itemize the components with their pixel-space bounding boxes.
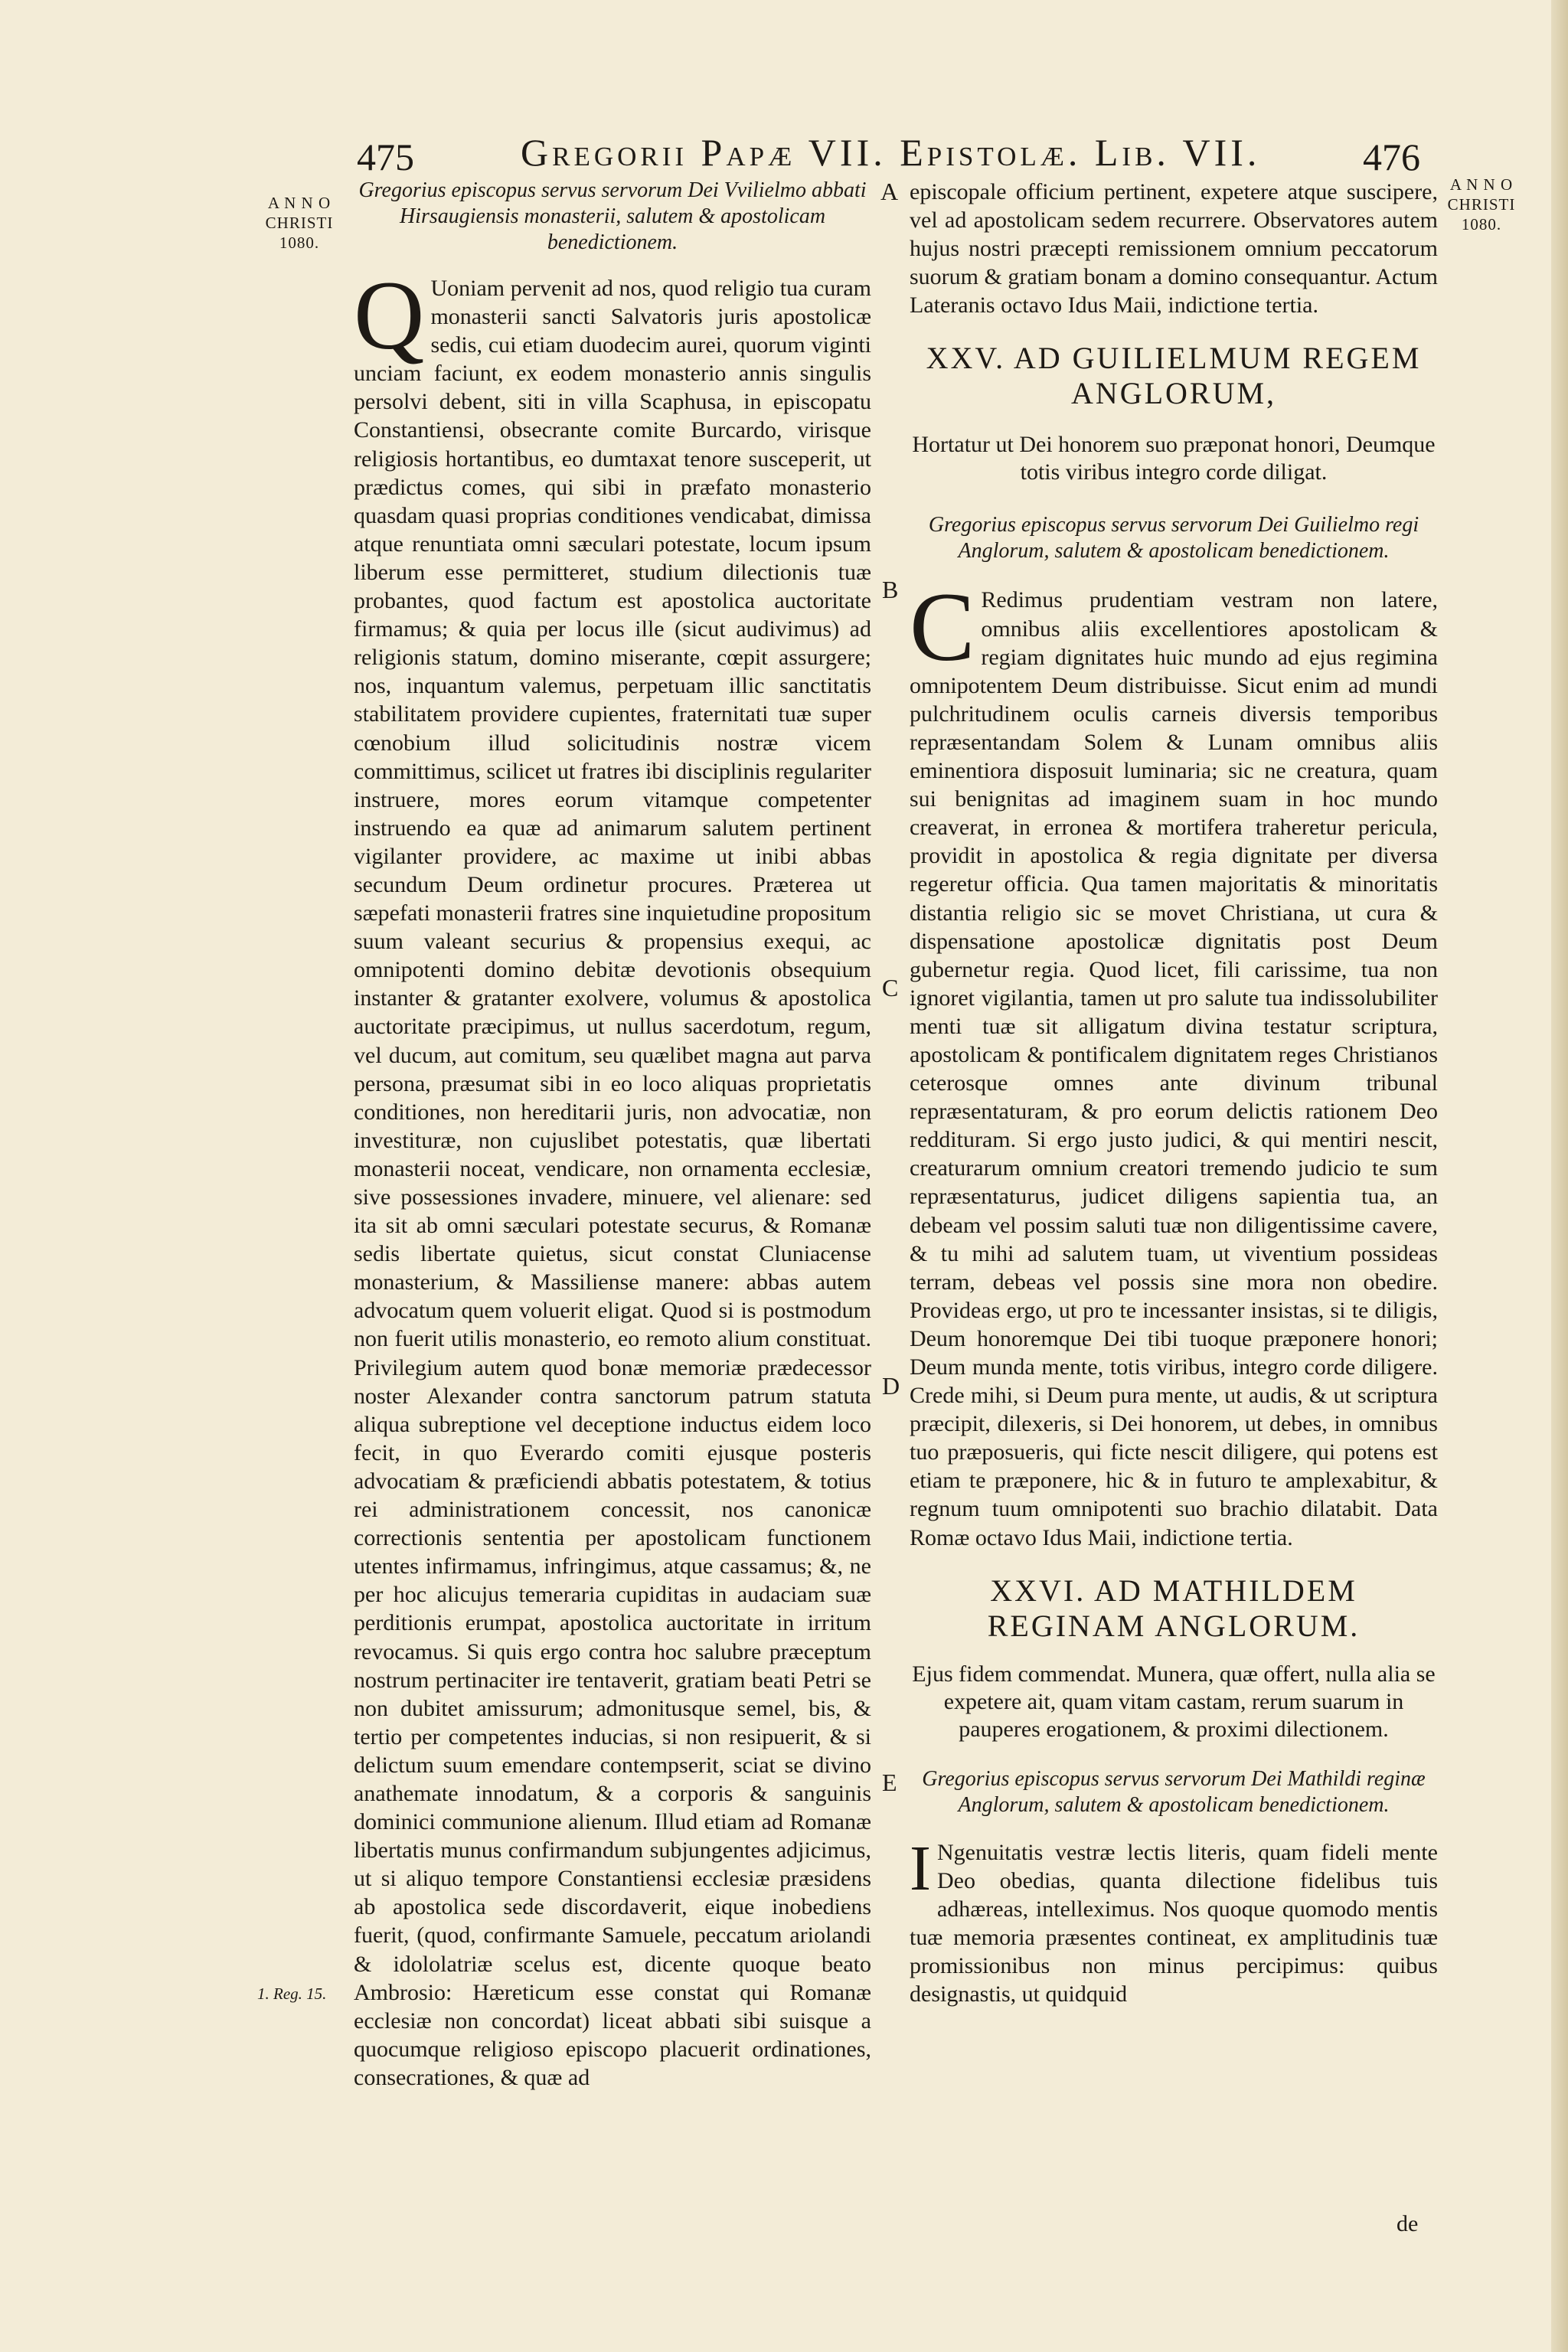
letter-text-wilhelm: Uoniam pervenit ad nos, quod religio tua curam monasterii sancti Salvatoris juris apostolicæ sedis, cui etiam duodecim aurei, quorum viginti unciam faciunt, ex eodem monasterio annis singulis persolvi debent, siti in villa Scaphusa, in episcopatu Constantiensi, obsecrante comite Burcardo, virisque religiosis hortantibus, eo dumtaxat tenore susceperit, ut prædictus comes, qui sibi in præfato monasterio quasdam quasi proprias conditiones vendicabat, dimissa atque renuntiata omni sæculari potestate, locum ipsum liberum esse permitteret, studium dilectionis tuæ probantes, quod factum est apostolica auctoritate firmamus; & quia per locus ille (sicut audivimus) ad religionis statum, domino miserante, cœpit assurgere; nos, inquantum valemus, perpetuam illic sanctitatis stabilitatem providere cupientes, fraternitati tuæ super cœnobium illud solicitudinis nostræ vicem committimus, scilicet ut fratres ibi disciplinis regulariter instruere, mores eorum vitamque competenter instruendo ea quæ ad animarum salutem pertinent vigilanter providere, ac maxime ut inibi abbas secundum Deum ordinetur procures. Præterea ut sæpefati monasterii fratres sine inquietudine propositum suum valeant securius & propensius exequi, ac omnipotenti domino debitæ devotionis obsequium instanter & gratanter exolvere, volumus & apostolica auctoritate præcipimus, ut nullus sacerdotum, regum, vel ducum, aut comitum, seu quælibet magna aut parva persona, præsumat sibi in eo loco aliquas proprietatis conditiones, non hereditarii juris, non advocatiæ, non investituræ, non cujuslibet potestatis, quæ libertati monasterii noceat, vendicare, non ornamenta ecclesiæ, sive possessiones invadere, minuere, vel alienare: sed ita sit ab omni sæculari potestate securus, & Romanæ sedis libertate quietus, sicut constat Cluniacense monasterium, & Massiliense manere: abbas autem advocatum quem voluerit eligat. Quod si is postmodum non fuerit utilis monasterio, eo remoto alium constituat. Privilegium autem quod bonæ memoriæ prædecessor noster Alexander contra sanctorum patrum statuta aliqua subreptione vel deceptione inductus eidem loco fecit, in quo Everardo comiti ejusque posteris advocatiam & præficiendi abbatis potestatem, & totius rei administrationem concessit, nos canonicæ correctionis sententia per apostolicam functionem utentes infirmamus, infringimus, atque cassamus; &, ne per hoc alicujus temeraria cupiditas in audaciam suæ perditionis erumpat, apostolica auctoritate in irritum revocamus. Si quis ergo contra hoc salubre præceptum nostrum pertinaciter ire tentaverit, gratiam beati Petri se non dubitet amissurum; admonitusque semel, bis, & tertio per competentes inducias, si non resipuerit, & si delictum suum emendare contempserit, sciat se divino anathemate innodatum, & a corporis & sanguinis dominici communione alienum. Illud etiam ad Romanæ libertatis munus confirmandum subjungentes adjicimus, ut si aliquo tempore Constantiensi ecclesiæ præsidens ab apostolica sede discordaverit, eique inobediens fuerit, (quod, confirmante Samuele, peccatum ariolandi & idololatriæ scelus est, dicente quoque beato Ambrosio: Hæreticum esse constat qui Romanæ ecclesiæ non concordat) liceat abbati sibi suisque a quocumque religioso episcopo placuerit ordinationes, consecrationes, & quæ ad xyxy=(354,276,871,2090)
left-column xyxy=(354,178,871,2092)
side-note-anno: A N N O xyxy=(1449,175,1514,194)
drop-cap-i: I xyxy=(910,1832,931,1904)
letter-26-salutation: Gregorius episcopus servus servorum Dei Mathildi reginæ Anglorum, salutem & apostolicam benedictionem. xyxy=(922,1766,1426,1817)
page-number-right: 476 xyxy=(1363,136,1420,178)
section-marker-b: B xyxy=(882,576,899,603)
letter-25-text: Redimus prudentiam vestram non latere, omnibus aliis excellentiores apostolicam & regiam dignitates huic mundo ad ejus regimina omnipotentem Deum distribuisse. Sicut enim ad mundi pulchritudinem oculis carneis diversis temporibus repræsentandam Solem & Lunam omnibus aliis eminentiora disposuit luminaria; sic ne creatura, quam sui benignitas ad imaginem suam in hoc mundo creaverat, in erronea & mortifera traheretur pericula, providit in apostolica & regia dignitate per diversa regeretur officia. Qua tamen majoritatis & minoritatis distantia religio sic se movet Christiana, ut cura & dispensatione apostolicæ dignitatis post Deum gubernetur regia. Quod licet, fili carissime, tua non ignoret vigilantia, tamen ut pro salute tua indissolubiliter menti tuæ sit alligatum divina testatur scriptura, apostolicam & pontificalem dignitatem reges Christianos ceterosque omnes ante divinum tribunal repræsentaturam, & pro eorum delictis rationem Deo reddituram. Si ergo justo judici, & qui mentiri nescit, creaturarum omnium creatori tremendo judicio te sum repræsentaturus, judicet diligens sapientia tua, an debeam vel possim saluti tuæ non diligentissime cavere, & tu mihi ad salutem tuam, ut viventium possideas terram, debeas vel possis sine mora non obedire. Provideas ergo, ut pro te incessanter insistas, si te diligis, Deum honoremque Dei tibi tuoque præponere honori; Deum munda mente, totis viribus, integro corde diligere. Crede mihi, si Deum pura mente, ut audis, & ut scriptura præcipit, dilexeris, si Dei honorem, ut debes, in omnibus tuo præposueris, qui ficte nescit diligere, qui potens est etiam te præponere, hic & in futuro te amplexabitur, & regnum tuum omnipotenti suo brachio dilatabit. Data Romæ octavo Idus Maii, indictione tertia. xyxy=(910,587,1438,1550)
right-column xyxy=(910,178,1438,2008)
letter-26-body xyxy=(910,1832,1438,2009)
section-marker-a: A xyxy=(880,178,899,205)
side-note-christi: CHRISTI xyxy=(1447,195,1516,214)
section-marker-d: D xyxy=(882,1372,900,1400)
catchword: de xyxy=(1396,2211,1419,2236)
side-note-year: 1080. xyxy=(279,234,320,252)
letter-26-summary: Ejus fidem commendat. Munera, quæ offert, nulla alia se expetere ait, quam vitam castam, rerum suarum in pauperes erogationem, & proximi dilectionem. xyxy=(912,1661,1436,1742)
section-marker-c: C xyxy=(882,974,899,1001)
side-note-christi: CHRISTI xyxy=(265,214,334,232)
letter-25-salutation: Gregorius episcopus servus servorum Dei Guilielmo regi Anglorum, salutem & apostolicam benedictionem. xyxy=(928,513,1419,564)
page-header xyxy=(0,113,1568,182)
side-note-right xyxy=(1432,175,1531,234)
side-note-left xyxy=(250,193,349,253)
running-title: Gregorii Papæ VII. Epistolæ. Lib. VII. xyxy=(521,131,1261,174)
page-edge xyxy=(1551,0,1568,2352)
letter-25-heading: XXV. AD GUILIELMUM REGEM ANGLORUM, xyxy=(926,341,1422,411)
side-note-anno: A N N O xyxy=(267,194,332,212)
margin-reference: 1. Reg. 15. xyxy=(257,1984,327,2003)
side-note-year: 1080. xyxy=(1461,215,1502,234)
letter-25-body xyxy=(910,573,1438,1551)
salutation-wilhelm: Gregorius episcopus servus servorum Dei Vvilielmo abbati Hirsaugiensis monasterii, salutem & apostolicam benedictionem. xyxy=(358,178,867,254)
page-number-left: 475 xyxy=(357,136,414,178)
letter-26-text: Ngenuitatis vestræ lectis literis, quam fideli mente Deo obedias, quanta dilectione fidelibus tuis adhæreas, intelleximus. Nos quoque quomodo mentis tuæ memoria præsentes contineat, ex amplitudinis tuæ promissionibus non minus percipimus: quibus designastis, ut quidquid xyxy=(910,1839,1438,2007)
letter-26-heading: XXVI. AD MATHILDEM REGINAM ANGLORUM. xyxy=(987,1573,1361,1643)
continuation-text: episcopale officium pertinent, expetere atque suscipere, vel ad apostolicam sedem recurrere. Observatores autem hujus nostri præcepti remissionem omnium peccatorum suorum & gratiam bonam a domino consequantur. Actum Lateranis octavo Idus Maii, indictione tertia. xyxy=(910,179,1438,318)
section-marker-e: E xyxy=(882,1769,897,1796)
letter-25-summary: Hortatur ut Dei honorem suo præponat honori, Deumque totis viribus integro corde diligat. xyxy=(912,432,1436,485)
letter-body-wilhelm xyxy=(354,261,871,2092)
drop-cap-q: Q xyxy=(354,261,425,370)
drop-cap-c: C xyxy=(910,573,975,682)
